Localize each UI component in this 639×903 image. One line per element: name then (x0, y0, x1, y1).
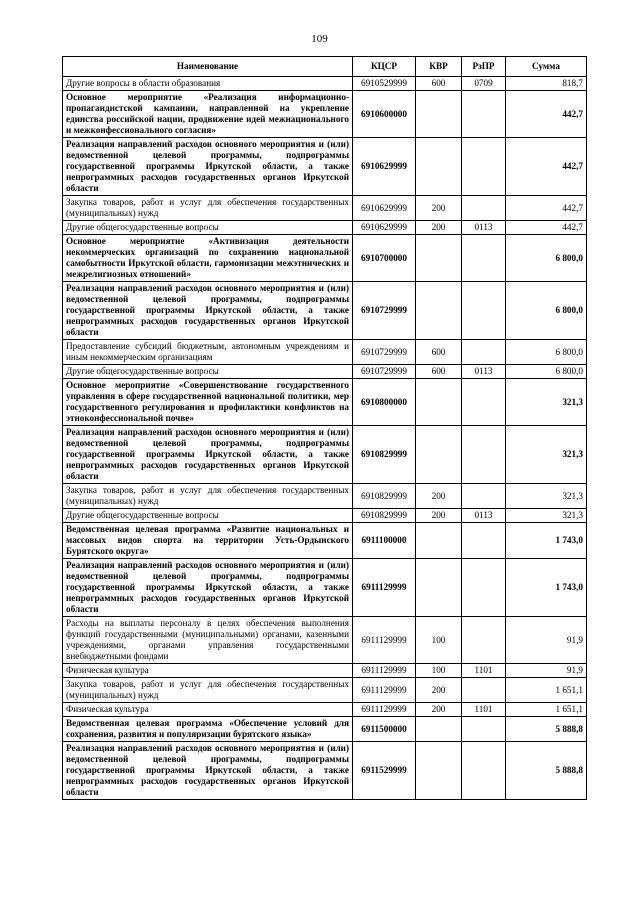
row-kvr-cell: 200 (416, 678, 462, 703)
row-rzpr-cell (462, 717, 506, 742)
row-name-cell: Другие общегосударственные вопросы (63, 509, 353, 523)
table-row (63, 235, 587, 282)
row-kvr-cell (416, 91, 462, 138)
row-sum-cell: 6 800,0 (506, 282, 587, 340)
header-rzpr: РзПР (462, 57, 506, 77)
row-name-cell: Физическая культура (63, 703, 353, 717)
row-kcsr-cell: 6911129999 (353, 559, 416, 617)
row-kvr-cell (416, 138, 462, 196)
row-kcsr-cell: 6910729999 (353, 365, 416, 379)
row-name-cell: Ведомственная целевая программа «Обеспечение условий для сохранения, развития и популяризации бурятского языка» (63, 717, 353, 742)
row-rzpr-cell (462, 484, 506, 509)
table-body (63, 77, 587, 800)
row-kvr-cell: 100 (416, 664, 462, 678)
row-kcsr-cell: 6910729999 (353, 340, 416, 365)
row-name-cell: Основное мероприятие «Активизация деятельности некоммерческих организаций по сохранению национальной самобытности Иркутской области, гармонизации межэтнических и межрелигиозных отношений» (63, 235, 353, 282)
row-kvr-cell: 200 (416, 484, 462, 509)
row-rzpr-cell: 1101 (462, 703, 506, 717)
table-row (63, 678, 587, 703)
row-kcsr-cell: 6910700000 (353, 235, 416, 282)
row-name-cell: Реализация направлений расходов основного мероприятия и (или) ведомственной целевой программы, подпрограммы государственной программы Иркутской области, а также непрограммных расходов государственных органов Иркутской области (63, 282, 353, 340)
row-sum-cell: 442,7 (506, 196, 587, 221)
table-row (63, 742, 587, 800)
row-kvr-cell (416, 379, 462, 426)
row-kcsr-cell: 6911129999 (353, 678, 416, 703)
row-kvr-cell (416, 559, 462, 617)
row-rzpr-cell (462, 235, 506, 282)
table-row (63, 379, 587, 426)
row-sum-cell: 91,9 (506, 617, 587, 664)
row-kcsr-cell: 6910829999 (353, 484, 416, 509)
row-rzpr-cell: 1101 (462, 664, 506, 678)
row-name-cell: Предоставление субсидий бюджетным, автономным учреждениям и иным некоммерческим организациям (63, 340, 353, 365)
table-row (63, 509, 587, 523)
row-kvr-cell: 200 (416, 221, 462, 235)
row-rzpr-cell: 0113 (462, 365, 506, 379)
row-sum-cell: 5 888,8 (506, 717, 587, 742)
row-sum-cell: 5 888,8 (506, 742, 587, 800)
row-kcsr-cell: 6910829999 (353, 509, 416, 523)
row-rzpr-cell (462, 379, 506, 426)
row-kcsr-cell: 6911129999 (353, 664, 416, 678)
row-sum-cell: 442,7 (506, 221, 587, 235)
row-kcsr-cell: 6910629999 (353, 196, 416, 221)
row-name-cell: Закупка товаров, работ и услуг для обеспечения государственных (муниципальных) нужд (63, 196, 353, 221)
row-kvr-cell (416, 717, 462, 742)
page-number: 109 (311, 33, 328, 45)
row-kcsr-cell: 6911100000 (353, 523, 416, 559)
table-row (63, 426, 587, 484)
row-kcsr-cell: 6910600000 (353, 91, 416, 138)
row-name-cell: Основное мероприятие «Совершенствование государственного управления в сфере государственной национальной политики, мер государственного регулирования и профилактики конфликтов на этноконфессиональной почве» (63, 379, 353, 426)
table-row (63, 484, 587, 509)
row-kcsr-cell: 6911129999 (353, 617, 416, 664)
row-sum-cell: 442,7 (506, 138, 587, 196)
row-name-cell: Другие общегосударственные вопросы (63, 365, 353, 379)
row-sum-cell: 1 651,1 (506, 703, 587, 717)
row-name-cell: Ведомственная целевая программа «Развитие национальных и массовых видов спорта на территории Усть-Ордынского Бурятского округа» (63, 523, 353, 559)
row-kcsr-cell: 6910629999 (353, 138, 416, 196)
table-header-row (63, 57, 587, 77)
row-rzpr-cell: 0709 (462, 77, 506, 91)
row-rzpr-cell: 0113 (462, 221, 506, 235)
row-kcsr-cell: 6910529999 (353, 77, 416, 91)
row-kvr-cell: 600 (416, 365, 462, 379)
row-name-cell: Реализация направлений расходов основного мероприятия и (или) ведомственной целевой программы, подпрограммы государственной программы Иркутской области, а также непрограммных расходов государственных органов Иркутской области (63, 559, 353, 617)
budget-table (62, 56, 587, 800)
row-name-cell: Основное мероприятие «Реализация информационно-пропагандистской кампании, направленной на укрепление единства российской нации, продвижение идей межнационального и межконфессионального согласия» (63, 91, 353, 138)
row-sum-cell: 321,3 (506, 484, 587, 509)
row-sum-cell: 1 743,0 (506, 559, 587, 617)
row-kvr-cell: 200 (416, 703, 462, 717)
row-name-cell: Физическая культура (63, 664, 353, 678)
row-rzpr-cell (462, 91, 506, 138)
row-sum-cell: 321,3 (506, 426, 587, 484)
row-kvr-cell (416, 523, 462, 559)
row-sum-cell: 91,9 (506, 664, 587, 678)
row-rzpr-cell (462, 138, 506, 196)
row-kvr-cell (416, 742, 462, 800)
row-name-cell: Закупка товаров, работ и услуг для обеспечения государственных (муниципальных) нужд (63, 678, 353, 703)
table-row (63, 523, 587, 559)
header-kcsr: КЦСР (353, 57, 416, 77)
row-name-cell: Реализация направлений расходов основного мероприятия и (или) ведомственной целевой программы, подпрограммы государственной программы Иркутской области, а также непрограммных расходов государственных органов Иркутской области (63, 138, 353, 196)
row-kcsr-cell: 6910800000 (353, 379, 416, 426)
row-rzpr-cell (462, 742, 506, 800)
row-kvr-cell: 100 (416, 617, 462, 664)
row-kvr-cell: 600 (416, 340, 462, 365)
table-row (63, 664, 587, 678)
row-name-cell: Другие общегосударственные вопросы (63, 221, 353, 235)
table-row (63, 703, 587, 717)
header-sum: Сумма (506, 57, 587, 77)
table-row (63, 91, 587, 138)
table-row (63, 559, 587, 617)
row-name-cell: Реализация направлений расходов основного мероприятия и (или) ведомственной целевой программы, подпрограммы государственной программы Иркутской области, а также непрограммных расходов государственных органов Иркутской области (63, 742, 353, 800)
row-sum-cell: 818,7 (506, 77, 587, 91)
row-rzpr-cell (462, 282, 506, 340)
row-kcsr-cell: 6910729999 (353, 282, 416, 340)
row-sum-cell: 6 800,0 (506, 340, 587, 365)
row-sum-cell: 6 800,0 (506, 365, 587, 379)
row-rzpr-cell (462, 678, 506, 703)
row-kcsr-cell: 6911500000 (353, 717, 416, 742)
row-name-cell: Расходы на выплаты персоналу в целях обеспечения выполнения функций государственными (муниципальными) органами, казенными учреждениями, органами управления государственными внебюджетными фондами (63, 617, 353, 664)
table-row (63, 77, 587, 91)
row-rzpr-cell (462, 617, 506, 664)
row-kvr-cell (416, 426, 462, 484)
row-kcsr-cell: 6911529999 (353, 742, 416, 800)
row-sum-cell: 6 800,0 (506, 235, 587, 282)
table-row (63, 717, 587, 742)
row-name-cell: Реализация направлений расходов основного мероприятия и (или) ведомственной целевой программы, подпрограммы государственной программы Иркутской области, а также непрограммных расходов государственных органов Иркутской области (63, 426, 353, 484)
row-sum-cell: 442,7 (506, 91, 587, 138)
row-kvr-cell: 600 (416, 77, 462, 91)
row-name-cell: Другие вопросы в области образования (63, 77, 353, 91)
row-sum-cell: 321,3 (506, 379, 587, 426)
row-sum-cell: 1 743,0 (506, 523, 587, 559)
row-sum-cell: 321,3 (506, 509, 587, 523)
row-rzpr-cell (462, 523, 506, 559)
table-row (63, 221, 587, 235)
table-row (63, 196, 587, 221)
table-row (63, 365, 587, 379)
row-name-cell: Закупка товаров, работ и услуг для обеспечения государственных (муниципальных) нужд (63, 484, 353, 509)
row-kvr-cell: 200 (416, 509, 462, 523)
header-name: Наименование (63, 57, 353, 77)
table-row (63, 138, 587, 196)
row-rzpr-cell (462, 559, 506, 617)
row-kcsr-cell: 6910829999 (353, 426, 416, 484)
table-row (63, 340, 587, 365)
row-kvr-cell (416, 282, 462, 340)
header-kvr: КВР (416, 57, 462, 77)
row-rzpr-cell: 0113 (462, 509, 506, 523)
table-row (63, 617, 587, 664)
table-row (63, 282, 587, 340)
row-rzpr-cell (462, 426, 506, 484)
row-kvr-cell: 200 (416, 196, 462, 221)
row-rzpr-cell (462, 340, 506, 365)
row-kcsr-cell: 6910629999 (353, 221, 416, 235)
row-rzpr-cell (462, 196, 506, 221)
row-kcsr-cell: 6911129999 (353, 703, 416, 717)
row-sum-cell: 1 651,1 (506, 678, 587, 703)
row-kvr-cell (416, 235, 462, 282)
